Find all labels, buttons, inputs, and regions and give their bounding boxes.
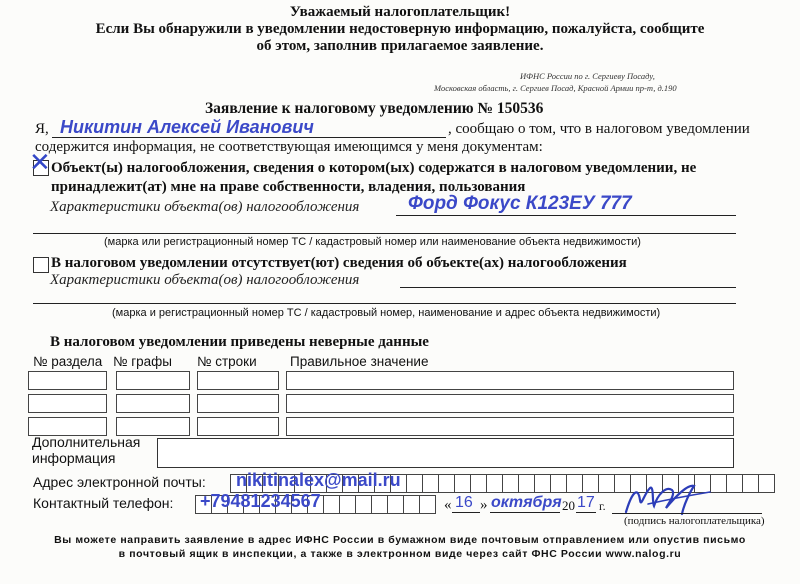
section2-characteristics-line[interactable] [400, 287, 736, 288]
section1-check-mark: ✕ [29, 147, 51, 177]
header-greeting: Уважаемый налогоплательщик! [289, 4, 511, 20]
footer-line2: в почтовый ящик в инспекции, а также в электронном виде через сайт ФНС России www.nalog.ru [118, 548, 682, 560]
intro-suffix: , сообщаю о том, что в налоговом уведомлении [448, 121, 750, 137]
column-header-correct-value: Правильное значение [290, 354, 429, 369]
table-cell-column-1[interactable] [116, 371, 190, 390]
intro-prefix: Я, [35, 121, 49, 137]
date-month[interactable]: октября [491, 494, 562, 511]
date-day-line [452, 512, 480, 513]
header-request-line: Если Вы обнаружили в уведомлении недостоверную информацию, пожалуйста, сообщите [95, 21, 705, 37]
intro-line2: содержится информация, не соответствующая имеющимся у меня документам: [35, 139, 543, 155]
section2-checkbox[interactable] [33, 257, 49, 273]
section2-caption: (марка и регистрационный номер ТС / кадастровый номер, наименование и адрес объекта недвижимости) [112, 307, 661, 319]
table-cell-row-1[interactable] [197, 371, 279, 390]
tax-office-address: Московская область, г. Сергиев Посад, Красной Армии пр-т, д.190 [434, 83, 677, 93]
signature-line [612, 513, 762, 514]
additional-info-label-line2: информация [32, 450, 116, 466]
column-header-row: № строки [197, 354, 257, 369]
additional-info-field[interactable] [157, 438, 734, 468]
date-day[interactable]: 16 [455, 494, 473, 511]
phone-label: Контактный телефон: [33, 495, 174, 511]
section3-title: В налоговом уведомлении приведены неверные данные [50, 334, 429, 350]
email-value[interactable]: nikitinalex@mail.ru [236, 470, 401, 490]
tax-office-name: ИФНС России по г. Сергиеву Посаду, [520, 71, 655, 81]
section2-second-line[interactable] [33, 303, 736, 304]
table-cell-value-1[interactable] [286, 371, 734, 390]
applicant-name[interactable]: Никитин Алексей Иванович [60, 117, 314, 137]
date-year-prefix: 20 [562, 498, 575, 513]
table-cell-value-2[interactable] [286, 394, 734, 413]
date-year-line [576, 512, 596, 513]
form-title: Заявление к налоговому уведомлению № 150536 [205, 100, 544, 117]
section1-characteristics-label: Характеристики объекта(ов) налогообложения [50, 199, 360, 215]
email-label: Адрес электронной почты: [33, 474, 206, 490]
section2-text: В налоговом уведомлении отсутствует(ют) сведения об объекте(ах) налогообложения [51, 255, 627, 271]
section1-text-line2: принадлежит(ат) мне на праве собственности, владения, пользования [51, 179, 526, 195]
phone-value[interactable]: +79481234567 [200, 491, 321, 511]
column-header-column: № графы [113, 354, 172, 369]
section1-characteristics-line [396, 215, 736, 216]
date-year-suffix[interactable]: 17 [577, 494, 595, 511]
section1-text-line1: Объект(ы) налогообложения, сведения о котором(ых) содержатся в налоговом уведомлении, не [51, 160, 697, 176]
date-month-line [490, 512, 560, 513]
footer-line1: Вы можете направить заявление в адрес ИФНС России в бумажном виде почтовым отправлением или опустив письмо [54, 534, 746, 546]
date-open-quote: « [444, 497, 452, 513]
section2-characteristics-label: Характеристики объекта(ов) налогообложения [50, 272, 360, 288]
table-cell-section-1[interactable] [28, 371, 107, 390]
table-cell-section-2[interactable] [28, 394, 107, 413]
date-year-end: г. [599, 499, 606, 513]
table-cell-value-3[interactable] [286, 417, 734, 436]
table-cell-row-2[interactable] [197, 394, 279, 413]
signature-caption: (подпись налогоплательщика) [624, 515, 765, 527]
header-instruction-line: об этом, заполнив прилагаемое заявление. [256, 38, 544, 54]
section1-caption: (марка или регистрационный номер ТС / кадастровый номер или наименование объекта недвижимости) [104, 236, 641, 248]
section1-vehicle-value[interactable]: Форд Фокус К123ЕУ 777 [408, 193, 632, 214]
date-close-quote: » [480, 497, 488, 513]
column-header-section: № раздела [33, 354, 103, 369]
table-cell-column-2[interactable] [116, 394, 190, 413]
additional-info-label-line1: Дополнительная [32, 434, 141, 450]
table-cell-row-3[interactable] [197, 417, 279, 436]
section1-second-line [33, 233, 736, 234]
